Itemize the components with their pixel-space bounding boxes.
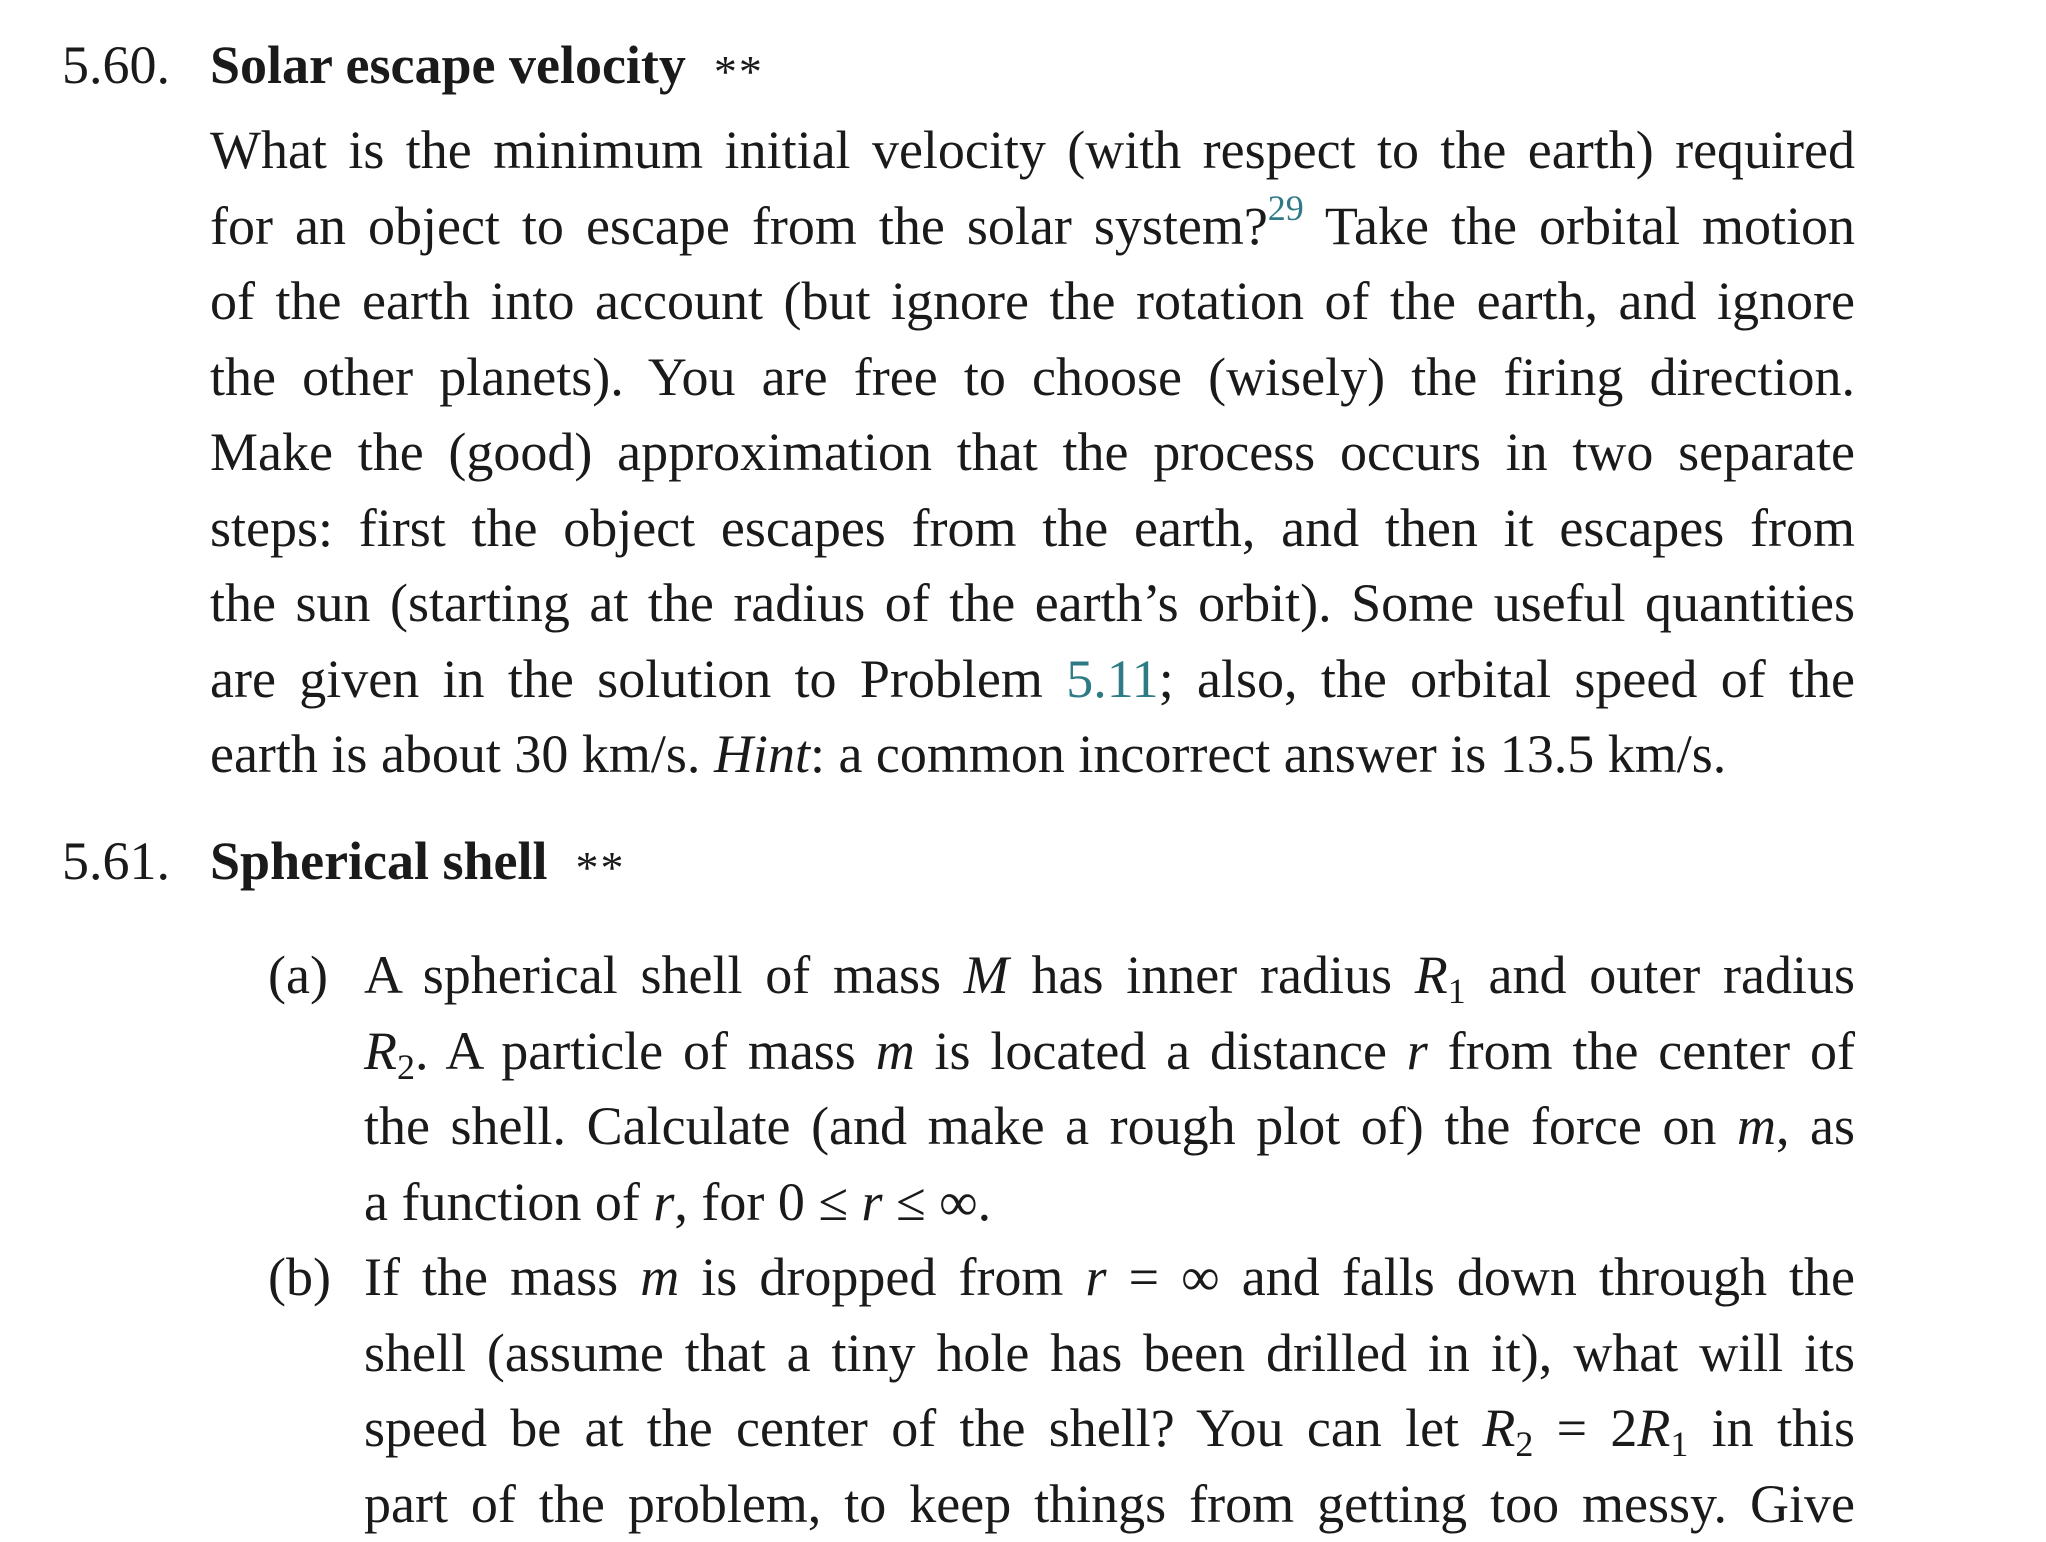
subpart-a-line-4: a function of r, for 0 ≤ r ≤ ∞. (364, 1165, 1855, 1241)
problem-561-header (62, 834, 626, 888)
problem-560-title: Solar escape velocity (210, 35, 686, 95)
problem-561-number: 5.61. (62, 834, 210, 888)
problem-560-number: 5.60. (62, 38, 210, 92)
subpart-b-line-1: If the mass m is dropped from r = ∞ and falls down through the (364, 1240, 1855, 1316)
problem-560-line-7: the sun (starting at the radius of the earth’s orbit). Some useful quantities (210, 566, 1855, 642)
problem-560-line-2: for an object to escape from the solar system?$^{29}$ Take the orbital motion (210, 189, 1855, 265)
subpart-b (268, 1240, 1855, 1542)
subpart-b-line-4: part of the problem, to keep things from getting too messy. Give (364, 1467, 1855, 1542)
hint-label: Hint (714, 724, 810, 784)
problem-561-subparts (268, 938, 1855, 1542)
subpart-b-label: (b) (268, 1240, 331, 1316)
subpart-a (268, 938, 1855, 1240)
problem-560-line-8: are given in the solution to Problem 5.11; also, the orbital speed of the (210, 642, 1855, 718)
problem-560-line-1: What is the minimum initial velocity (with respect to the earth) required (210, 113, 1855, 189)
problem-5-11-link[interactable]: 5.11 (1066, 649, 1159, 709)
problem-560-line-9: earth is about 30 km/s. Hint: a common incorrect answer is 13.5 km/s. (210, 717, 1855, 793)
problem-561-title: Spherical shell (210, 831, 548, 891)
subpart-a-line-1: A spherical shell of mass M has inner radius $R_1$ and outer radius (364, 938, 1855, 1014)
subpart-b-line-2: shell (assume that a tiny hole has been drilled in it), what will its (364, 1316, 1855, 1392)
footnote-29-link[interactable]: 29 (1268, 188, 1304, 228)
subpart-a-label: (a) (268, 938, 328, 1014)
subpart-a-line-2: $R_2$. A particle of mass m is located a distance r from the center of (364, 1014, 1855, 1090)
problem-560-header (62, 38, 764, 92)
problem-560-body (210, 113, 1855, 793)
problem-561-difficulty-stars: ** (576, 842, 626, 893)
problem-560-line-6: steps: first the object escapes from the earth, and then it escapes from (210, 491, 1855, 567)
problem-560-line-3: of the earth into account (but ignore the rotation of the earth, and ignore (210, 264, 1855, 340)
subpart-a-line-3: the shell. Calculate (and make a rough plot of) the force on m, as (364, 1089, 1855, 1165)
problem-560-difficulty-stars: ** (714, 46, 764, 97)
subpart-b-line-3: speed be at the center of the shell? You can let $R_2 = 2R_1$ in this (364, 1391, 1855, 1467)
problem-560-line-4: the other planets). You are free to choose (wisely) the firing direction. (210, 340, 1855, 416)
problem-560-line-5: Make the (good) approximation that the process occurs in two separate (210, 415, 1855, 491)
